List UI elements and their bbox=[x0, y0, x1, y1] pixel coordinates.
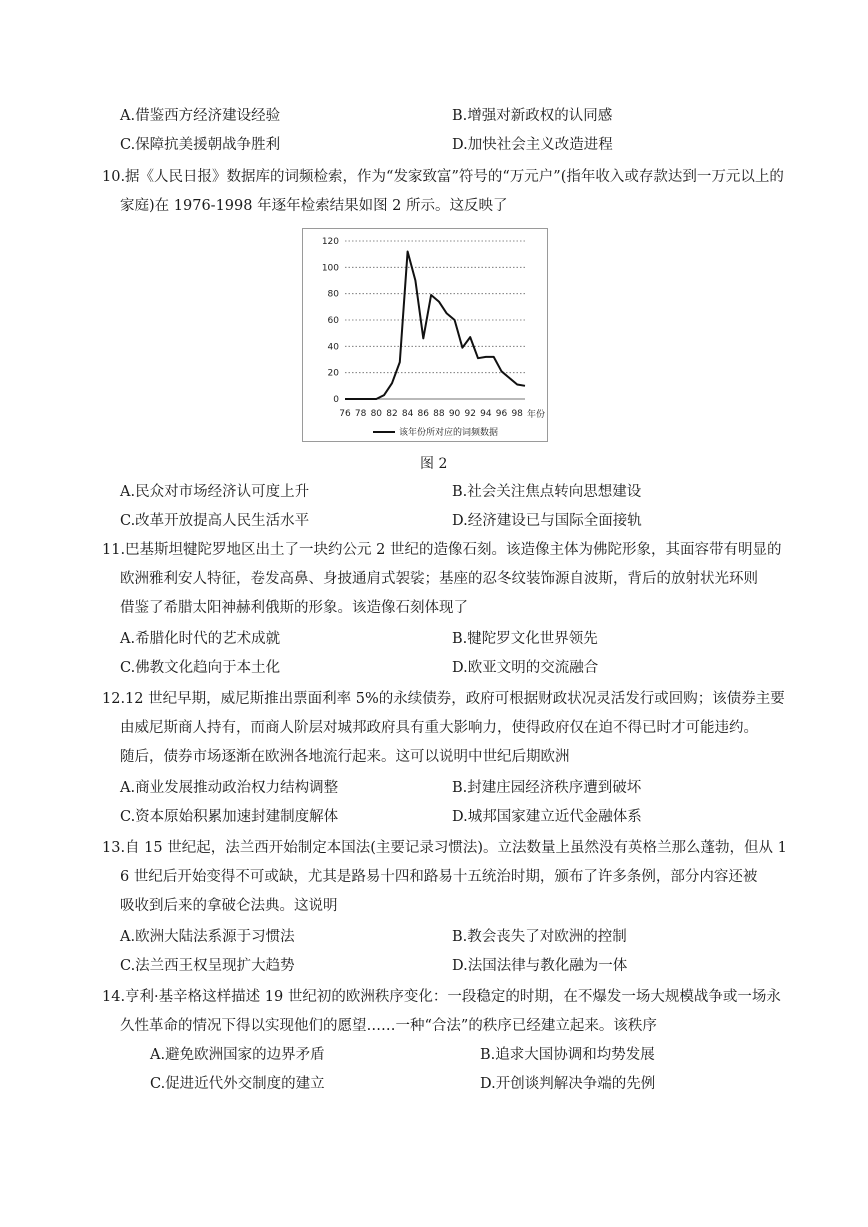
x-axis-label: 年份 bbox=[527, 410, 546, 420]
legend-label: 该年份所对应的词频数据 bbox=[399, 428, 499, 438]
q13-option-d: D.法国法律与教化融为一体 bbox=[452, 958, 628, 974]
q14-option-c: C.促进近代外交制度的建立 bbox=[150, 1076, 325, 1092]
x-tick-label: 80 bbox=[370, 409, 383, 419]
y-tick-label: 100 bbox=[321, 263, 339, 274]
x-tick-label: 86 bbox=[417, 409, 429, 419]
q9-option-c: C.保障抗美援朝战争胜利 bbox=[120, 137, 281, 153]
q9-option-a: A.借鉴西方经济建设经验 bbox=[120, 108, 281, 124]
q10-option-c: C.改革开放提高人民生活水平 bbox=[120, 513, 310, 529]
q12-stem-line3: 随后，债券市场逐渐在欧洲各地流行起来。这可以说明中世纪后期欧洲 bbox=[120, 749, 570, 765]
q9-option-d: D.加快社会主义改造进程 bbox=[452, 137, 613, 153]
word-frequency-chart bbox=[302, 228, 548, 442]
q11-option-a: A.希腊化时代的艺术成就 bbox=[120, 631, 281, 647]
x-tick-label: 88 bbox=[433, 409, 445, 419]
x-tick-label: 82 bbox=[386, 409, 398, 419]
y-tick-label: 80 bbox=[327, 289, 339, 300]
q10-option-a: A.民众对市场经济认可度上升 bbox=[120, 484, 310, 500]
q13-option-c: C.法兰西王权呈现扩大趋势 bbox=[120, 958, 295, 974]
q14-option-d: D.开创谈判解决争端的先例 bbox=[480, 1076, 656, 1092]
q11-stem-line1: 11.巴基斯坦犍陀罗地区出土了一块约公元 2 世纪的造像石刻。该造像主体为佛陀形象，其面容带有明显的 bbox=[102, 542, 782, 558]
x-tick-label: 96 bbox=[495, 409, 508, 419]
q12-option-a: A.商业发展推动政治权力结构调整 bbox=[120, 780, 339, 796]
q10-option-d: D.经济建设已与国际全面接轨 bbox=[452, 513, 642, 529]
x-tick-label: 84 bbox=[401, 409, 414, 419]
x-tick-label: 76 bbox=[339, 409, 351, 419]
q14-option-b: B.追求大国协调和均势发展 bbox=[480, 1047, 655, 1063]
x-tick-label: 92 bbox=[464, 409, 476, 419]
x-tick-label: 94 bbox=[480, 409, 492, 419]
q13-option-b: B.教会丧失了对欧洲的控制 bbox=[452, 929, 627, 945]
q14-option-a: A.避免欧洲国家的边界矛盾 bbox=[150, 1047, 325, 1063]
q11-stem-line2: 欧洲雅利安人特征，卷发高鼻、身披通肩式袈裟；基座的忍冬纹装饰源自波斯，背后的放射状光环则 bbox=[120, 571, 758, 587]
q11-stem-line3: 借鉴了希腊太阳神赫利俄斯的形象。该造像石刻体现了 bbox=[120, 600, 468, 616]
q14-stem-line1: 14.亨利·基辛格这样描述 19 世纪初的欧洲秩序变化：一段稳定的时期，在不爆发一场大规模战争或一场永 bbox=[102, 989, 781, 1005]
figure-caption: 图 2 bbox=[420, 456, 448, 472]
x-tick-label: 98 bbox=[511, 409, 523, 419]
q12-option-c: C.资本原始积累加速封建制度解体 bbox=[120, 809, 339, 825]
q12-option-d: D.城邦国家建立近代金融体系 bbox=[452, 809, 642, 825]
q13-stem-line1: 13.自 15 世纪起，法兰西开始制定本国法(主要记录习惯法)。立法数量上虽然没有英格兰那么蓬勃，但从 1 bbox=[102, 840, 787, 856]
y-tick-label: 0 bbox=[333, 395, 339, 405]
q9-option-b: B.增强对新政权的认同感 bbox=[452, 108, 613, 124]
y-tick-label: 60 bbox=[327, 316, 339, 326]
q12-stem-line1: 12.12 世纪早期，威尼斯推出票面利率 5%的永续债券，政府可根据财政状况灵活发行或回购；该债券主要 bbox=[102, 691, 785, 707]
q12-option-b: B.封建庄园经济秩序遭到破坏 bbox=[452, 780, 642, 796]
x-tick-label: 90 bbox=[448, 409, 461, 419]
chart-svg bbox=[303, 229, 547, 441]
q13-option-a: A.欧洲大陆法系源于习惯法 bbox=[120, 929, 295, 945]
q11-option-c: C.佛教文化趋向于本土化 bbox=[120, 660, 281, 676]
q10-option-b: B.社会关注焦点转向思想建设 bbox=[452, 484, 642, 500]
y-tick-label: 40 bbox=[327, 342, 339, 353]
q13-stem-line3: 吸收到后来的拿破仑法典。这说明 bbox=[120, 898, 338, 914]
x-tick-label: 78 bbox=[354, 409, 367, 419]
q11-option-d: D.欧亚文明的交流融合 bbox=[452, 660, 599, 676]
q13-stem-line2: 6 世纪后开始变得不可或缺，尤其是路易十四和路易十五统治时期，颁布了许多条例，部分内容还被 bbox=[120, 869, 758, 885]
y-tick-label: 120 bbox=[321, 237, 339, 247]
q10-stem-line1: 10.据《人民日报》数据库的词频检索，作为“发家致富”符号的“万元户”(指年收入或存款达到一万元以上的 bbox=[102, 169, 784, 185]
q14-stem-line2: 久性革命的情况下得以实现他们的愿望……一种“合法”的秩序已经建立起来。该秩序 bbox=[120, 1018, 657, 1034]
y-tick-label: 20 bbox=[327, 368, 339, 379]
q10-stem-line2: 家庭)在 1976-1998 年逐年检索结果如图 2 所示。这反映了 bbox=[120, 198, 508, 214]
q11-option-b: B.犍陀罗文化世界领先 bbox=[452, 631, 598, 647]
q12-stem-line2: 由威尼斯商人持有，而商人阶层对城邦政府具有重大影响力，使得政府仅在迫不得已时才可能违约。 bbox=[120, 720, 758, 736]
series-line bbox=[345, 252, 525, 400]
